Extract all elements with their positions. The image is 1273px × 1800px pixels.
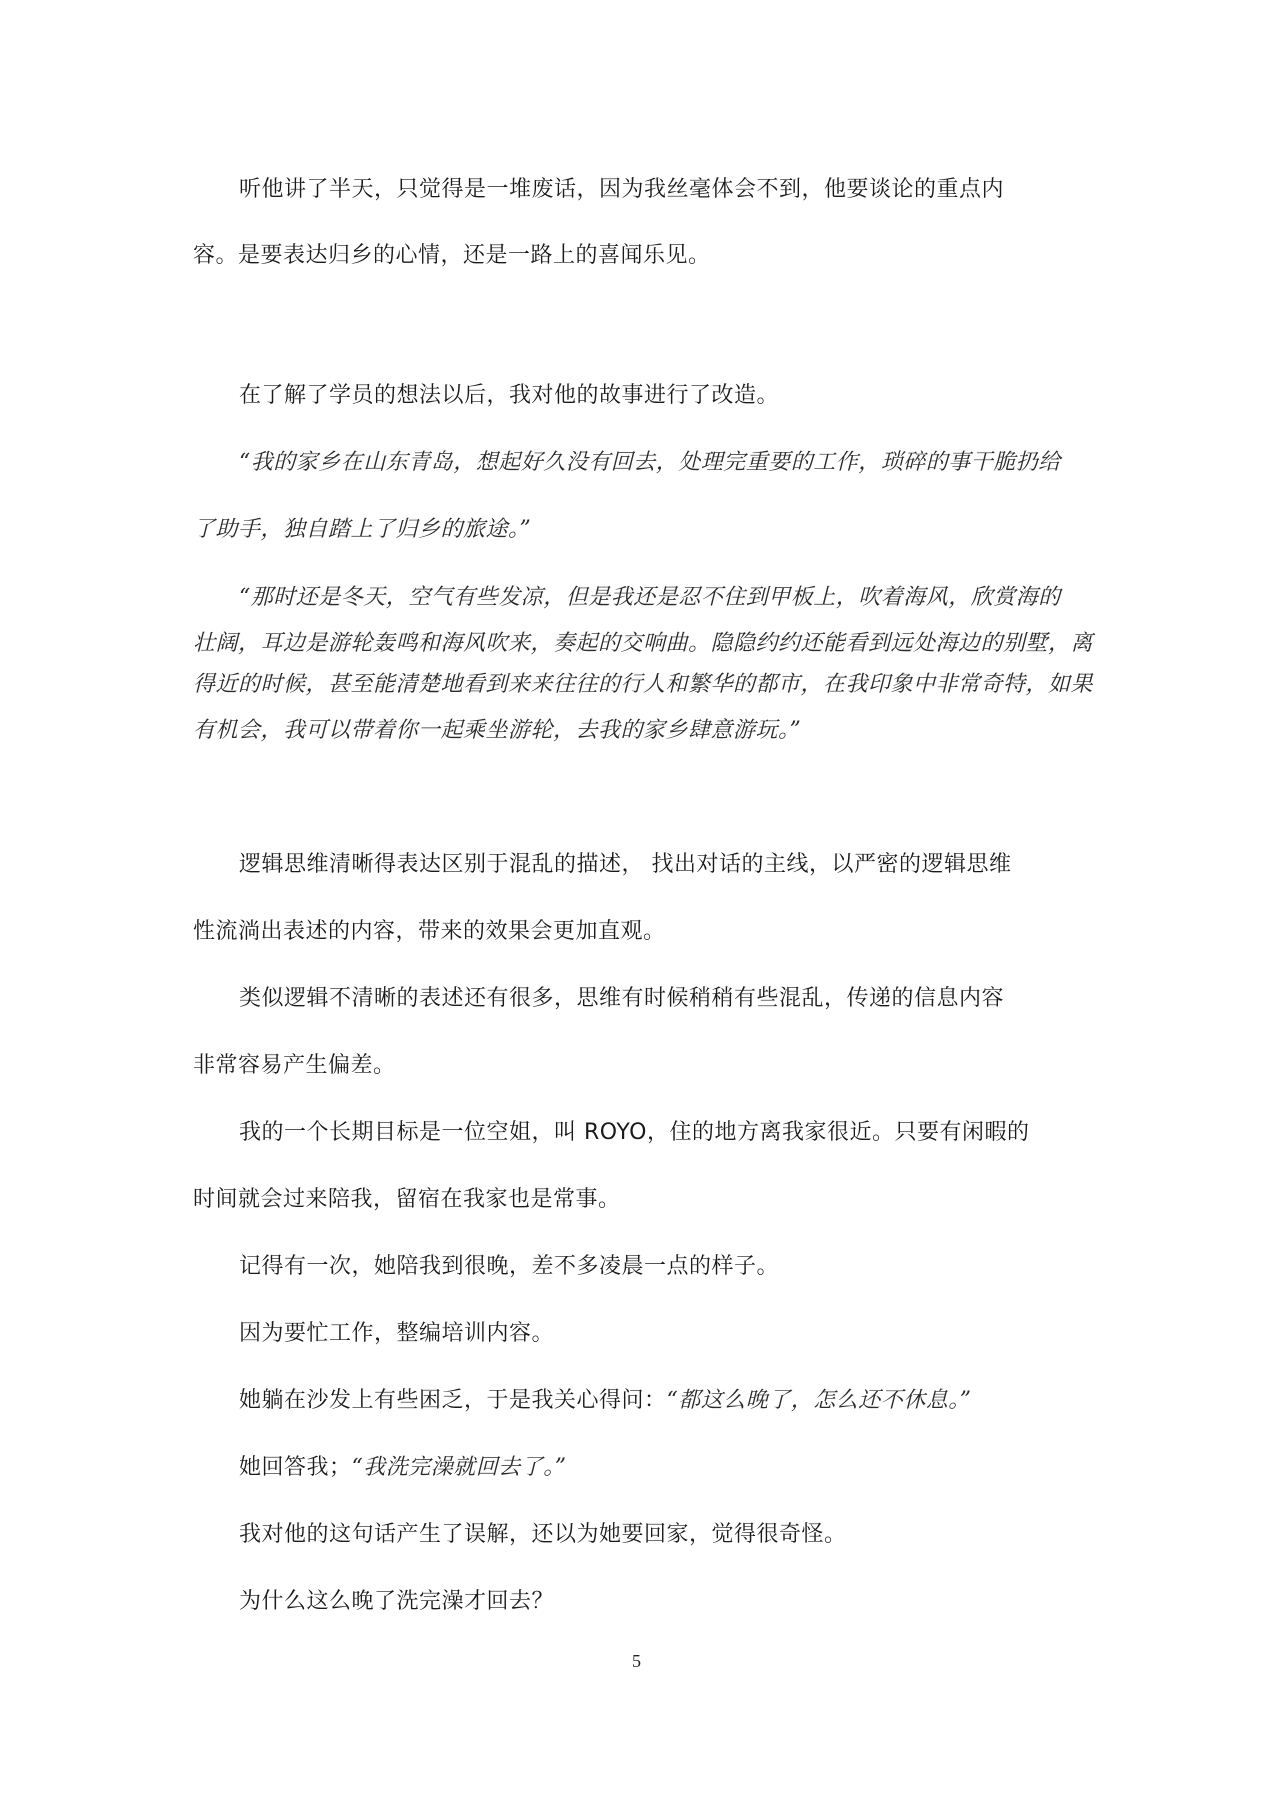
- dialogue-quote: “都这么晚了，怎么还不休息。”: [666, 1388, 972, 1413]
- paragraph-line: 听他讲了半天，只觉得是一堆废话，因为我丝毫体会不到，他要谈论的重点内: [239, 177, 1005, 202]
- paragraph-line: 时间就会过来陪我，留宿在我家也是常事。: [193, 1187, 621, 1212]
- dialogue-lead: 她躺在沙发上有些困乏，于是我关心得问：: [239, 1388, 667, 1413]
- paragraph-line: 逻辑思维清晰得表达区别于混乱的描述， 找出对话的主线，以严密的逻辑思维: [239, 852, 1012, 877]
- page-number: 5: [632, 1651, 641, 1671]
- quote-line: 得近的时候，甚至能清楚地看到来来往往的行人和繁华的都市，在我印象中非常奇特，如果: [193, 672, 1094, 697]
- paragraph-line: 容。是要表达归乡的心情，还是一路上的喜闻乐见。: [193, 243, 711, 268]
- quote-line: 壮阔，耳边是游轮轰鸣和海风吹来，奏起的交响曲。隐隐约约还能看到远处海边的别墅，离: [193, 631, 1094, 656]
- quote-line: “我的家乡在山东青岛，想起好久没有回去，处理完重要的工作，琐碎的事干脆扔给: [239, 450, 1061, 475]
- paragraph-line: 在了解了学员的想法以后，我对他的故事进行了改造。: [239, 383, 780, 408]
- dialogue-quote: “我洗完澡就回去了。”: [351, 1455, 567, 1480]
- paragraph-line: 性流淌出表述的内容，带来的效果会更加直观。: [193, 919, 666, 944]
- paragraph-line: 类似逻辑不清晰的表述还有很多，思维有时候稍稍有些混乱，传递的信息内容: [239, 986, 1005, 1011]
- paragraph-line: 我对他的这句话产生了误解，还以为她要回家，觉得很奇怪。: [239, 1522, 847, 1547]
- dialogue-lead: 她回答我；: [239, 1455, 352, 1480]
- paragraph-line: 非常容易产生偏差。: [193, 1053, 396, 1078]
- quote-line: “那时还是冬天，空气有些发凉，但是我还是忍不住到甲板上，吹着海风，欣赏海的: [239, 585, 1061, 610]
- paragraph-line: [193, 1450, 1083, 1481]
- paragraph-line: 我的一个长期目标是一位空姐，叫 ROYO，住的地方离我家很近。只要有闲暇的: [239, 1120, 1030, 1145]
- paragraph-line: [193, 1383, 1083, 1414]
- paragraph-line: 记得有一次，她陪我到很晚，差不多凌晨一点的样子。: [239, 1254, 780, 1279]
- paragraph-line: 因为要忙工作，整编培训内容。: [239, 1321, 555, 1346]
- quote-line: 有机会，我可以带着你一起乘坐游轮，去我的家乡肆意游玩。”: [193, 718, 802, 743]
- paragraph-line: 为什么这么晚了洗完澡才回去？: [239, 1589, 555, 1614]
- quote-line: 了助手，独自踏上了归乡的旅途。”: [193, 517, 532, 542]
